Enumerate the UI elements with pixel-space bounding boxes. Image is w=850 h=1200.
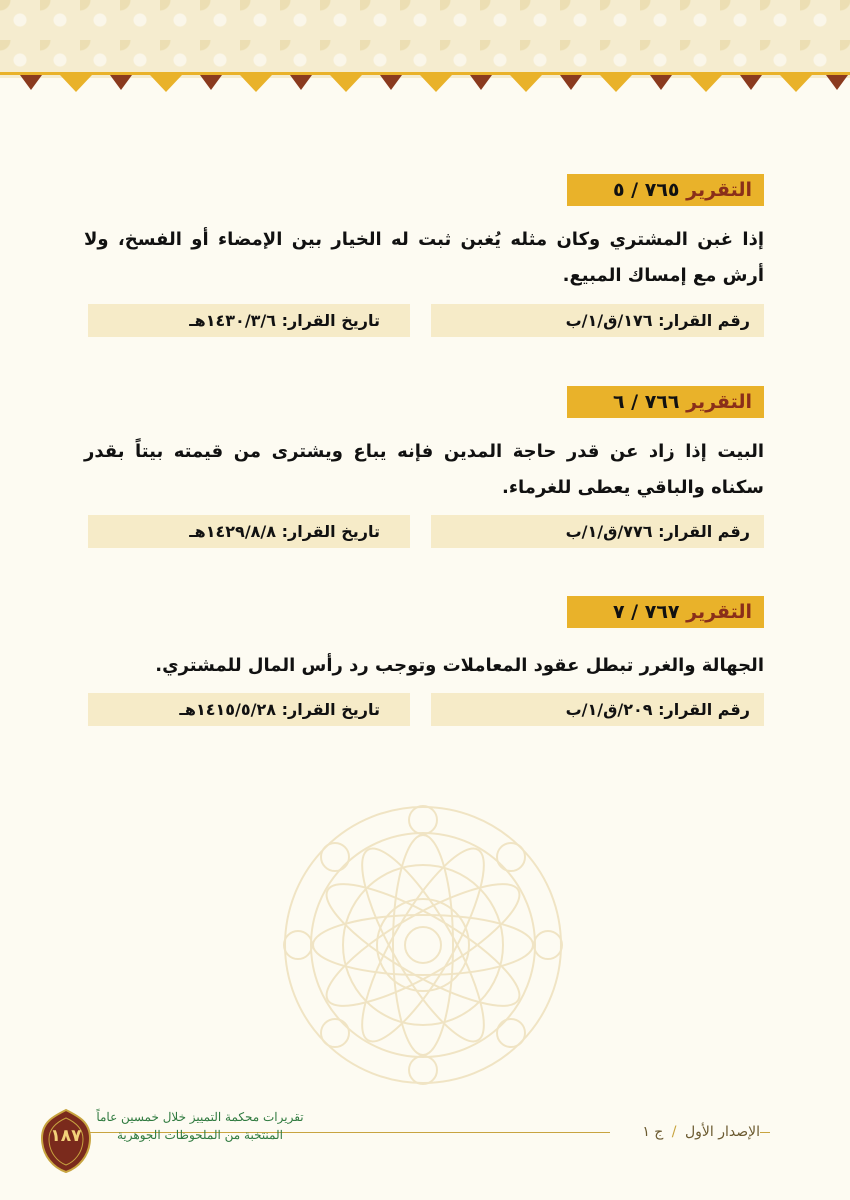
entry-title <box>567 596 764 628</box>
entry-numbers: ٧٦٥ / ٥ <box>612 179 680 201</box>
decision-number: رقم القرار: ١٧٦/ق/١/ب <box>431 304 764 337</box>
decision-number: رقم القرار: ٢٠٩/ق/١/ب <box>431 693 764 726</box>
entry-title <box>567 174 764 206</box>
header-zigzag-border <box>0 72 850 96</box>
entry-keyword: التقرير <box>686 179 752 201</box>
entry-text: إذا غبن المشتري وكان مثله يُغبن ثبت له الخيار بين الإمضاء أو الفسخ، ولا أرش مع إمساك المبيع. <box>84 229 764 286</box>
entry-numbers: ٧٦٦ / ٦ <box>612 391 680 413</box>
decorative-rosette <box>283 795 563 1095</box>
entry-keyword: التقرير <box>686 391 752 413</box>
decision-date: تاريخ القرار: ١٤٣٠/٣/٦هـ <box>88 304 410 337</box>
entry-text: الجهالة والغرر تبطل عقود المعاملات وتوجب رد رأس المال للمشتري. <box>155 655 764 676</box>
decision-number: رقم القرار: ٧٧٦/ق/١/ب <box>431 515 764 548</box>
book-title-line-2: المنتخبة من الملحوظات الجوهرية <box>117 1128 283 1142</box>
decision-date: تاريخ القرار: ١٤٢٩/٨/٨هـ <box>88 515 410 548</box>
footer-book-title <box>90 1108 310 1144</box>
section-part: ج ١ <box>642 1124 664 1140</box>
entry-numbers: ٧٦٧ / ٧ <box>612 601 680 623</box>
footer-section-label: الإصدار الأول / ج ١ <box>610 1117 760 1147</box>
header-pattern-band <box>0 0 850 78</box>
section-name: الإصدار الأول <box>684 1124 760 1140</box>
entry-title <box>567 386 764 418</box>
book-title-line-1: تقريرات محكمة التمييز خلال خمسين عاماً <box>96 1110 304 1124</box>
entry-keyword: التقرير <box>686 601 752 623</box>
page-number: ١٨٧ <box>50 1126 82 1146</box>
entry-text: البيت إذا زاد عن قدر حاجة المدين فإنه يباع ويشترى من قيمته بيتاً بقدر سكناه والباقي يعطى للغرماء. <box>84 441 764 498</box>
decision-date: تاريخ القرار: ١٤١٥/٥/٢٨هـ <box>88 693 410 726</box>
